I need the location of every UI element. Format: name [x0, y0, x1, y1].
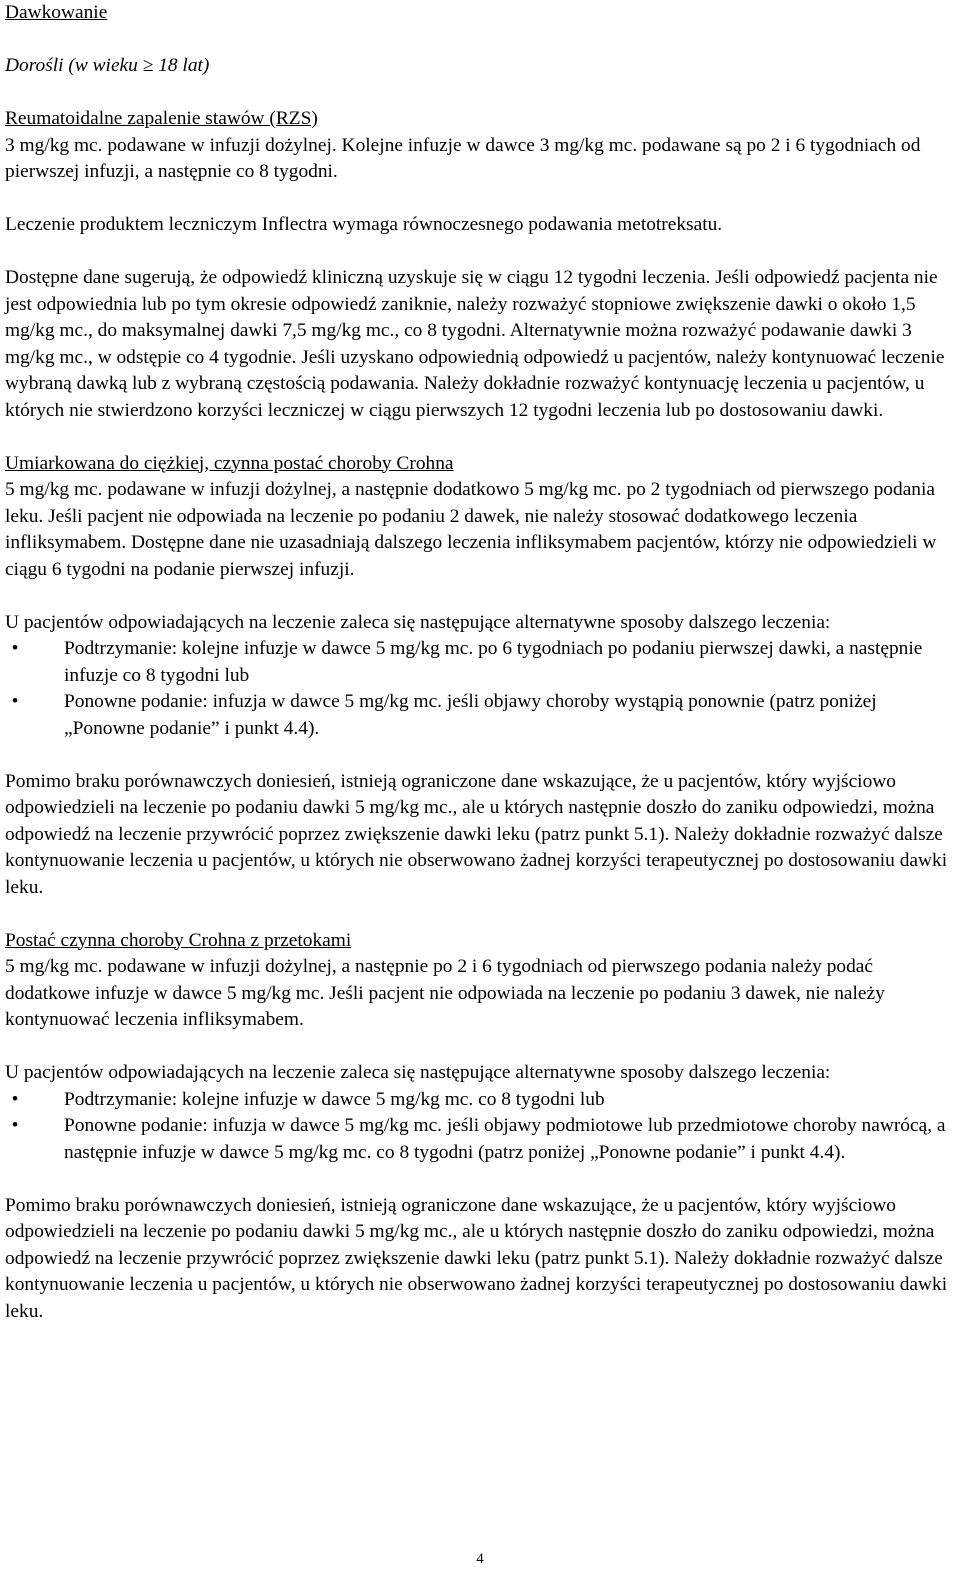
bullet-icon: • [11, 638, 19, 659]
page-number: 4 [476, 1551, 484, 1567]
list-item [5, 1113, 955, 1166]
document-page [5, 0, 955, 1325]
ra-paragraph-3: Dostępne dane sugerują, że odpowiedź kliniczną uzyskuje się w ciągu 12 tygodni leczenia. Jeśli odpowiedź pacjenta nie jest odpowiednia lub po tym okresie odpowiedź zaniknie, należy rozważyć stopniowe zwiększenie dawki o około 1,5 mg/kg mc., do maksymalnej dawki 7,5 mg/kg mc., co 8 tygodni. Alternatywnie można rozważyć podawanie dawki 3 mg/kg mc., w odstępie co 4 tygodnie. Jeśli uzyskano odpowiednią odpowiedź u pacjentów, należy kontynuować leczenie wybraną dawką lub z wybraną częstością podawania. Należy dokładnie rozważyć kontynuację leczenia u pacjentów, u których nie stwierdzono korzyści leczniczej w ciągu pierwszych 12 tygodni leczenia lub po dostosowaniu dawki. [5, 267, 945, 421]
crohn-paragraph-3: Pomimo braku porównawczych doniesień, istnieją ograniczone dane wskazujące, że u pacjentów, który wyjściowo odpowiedzieli na leczenie po podaniu dawki 5 mg/kg mc., ale u których następnie doszło do zaniku odpowiedzi, można odpowiedź na leczenie przywrócić poprzez zwiększenie dawki leku (patrz punkt 5.1). Należy dokładnie rozważyć dalsze kontynuowanie leczenia u pacjentów, u których nie obserwowano żadnej korzyści terapeutycznej po dostosowaniu dawki leku. [5, 770, 948, 898]
list-item [5, 1087, 955, 1114]
crohn-paragraph-2: U pacjentów odpowiadających na leczenie zaleca się następujące alternatywne sposoby dalszego leczenia: [5, 611, 831, 633]
ra-paragraph-1: 3 mg/kg mc. podawane w infuzji dożylnej. Kolejne infuzje w dawce 3 mg/kg mc. podawane są po 2 i 6 tygodniach od pierwszej infuzji, a następnie co 8 tygodni. [5, 134, 921, 182]
crohn-paragraph-1: 5 mg/kg mc. podawane w infuzji dożylnej, a następnie dodatkowo 5 mg/kg mc. po 2 tygodniach od pierwszego podania leku. Jeśli pacjent nie odpowiada na leczenie po podaniu 2 dawek, nie należy stosować dodatkowego leczenia infliksymabem. Dostępne dane nie uzasadniają dalszego leczenia infliksymabem pacjentów, którzy nie odpowiedzieli w ciągu 6 tygodni na podanie pierwszej infuzji. [5, 479, 937, 580]
fistula-paragraph-2: U pacjentów odpowiadających na leczenie zaleca się następujące alternatywne sposoby dalszego leczenia: [5, 1062, 831, 1083]
list-item-text: Podtrzymanie: kolejne infuzje w dawce 5 mg/kg mc. co 8 tygodni lub [64, 1088, 605, 1110]
ra-subheading: Reumatoidalne zapalenie stawów (RZS) [5, 108, 318, 129]
bullet-icon: • [11, 691, 19, 712]
list-item-text: Ponowne podanie: infuzja w dawce 5 mg/kg mc. jeśli objawy podmiotowe lub przedmiotowe choroby nawrócą, a następnie infuzje w dawce 5 mg/kg mc. co 8 tygodni (patrz poniżej „Ponowne podanie” i punkt 4.4). [64, 1115, 946, 1163]
list-item [5, 636, 955, 689]
fistula-paragraph-3: Pomimo braku porównawczych doniesień, istnieją ograniczone dane wskazujące, że u pacjentów, który wyjściowo odpowiedzieli na leczenie po podaniu dawki 5 mg/kg mc., ale u których następnie doszło do zaniku odpowiedzi, można odpowiedź na leczenie przywrócić poprzez zwiększenie dawki leku (patrz punkt 5.1). Należy dokładnie rozważyć dalsze kontynuowanie leczenia u pacjentów, u których nie obserwowano żadnej korzyści terapeutycznej po dostosowaniu dawki leku. [5, 1194, 948, 1322]
bullet-icon: • [11, 1088, 19, 1110]
fistula-subheading: Postać czynna choroby Crohna z przetokami [5, 929, 352, 951]
crohn-subheading: Umiarkowana do ciężkiej, czynna postać choroby Crohna [5, 452, 454, 474]
section-heading-dosage: Dawkowanie [5, 2, 108, 23]
list-item [5, 689, 955, 742]
list-item-text: Ponowne podanie: infuzja w dawce 5 mg/kg mc. jeśli objawy choroby wystąpią ponownie (patrz poniżej „Ponowne podanie” i punkt 4.4). [64, 691, 877, 739]
crohn-bullet-list [5, 636, 955, 742]
bullet-icon: • [11, 1115, 19, 1136]
ra-paragraph-2: Leczenie produktem leczniczym Inflectra wymaga równoczesnego podawania metotreksatu. [5, 214, 723, 235]
fistula-paragraph-1: 5 mg/kg mc. podawane w infuzji dożylnej, a następnie po 2 i 6 tygodniach od pierwszego podania należy podać dodatkowe infuzje w dawce 5 mg/kg mc. Jeśli pacjent nie odpowiada na leczenie po podaniu 3 dawek, nie należy kontynuować leczenia infliksymabem. [5, 956, 885, 1030]
list-item-text: Podtrzymanie: kolejne infuzje w dawce 5 mg/kg mc. po 6 tygodniach po podaniu pierwszej dawki, a następnie infuzje co 8 tygodni lub [64, 638, 923, 686]
fistula-bullet-list [5, 1087, 955, 1167]
age-group-heading: Dorośli (w wieku ≥ 18 lat) [5, 55, 210, 76]
